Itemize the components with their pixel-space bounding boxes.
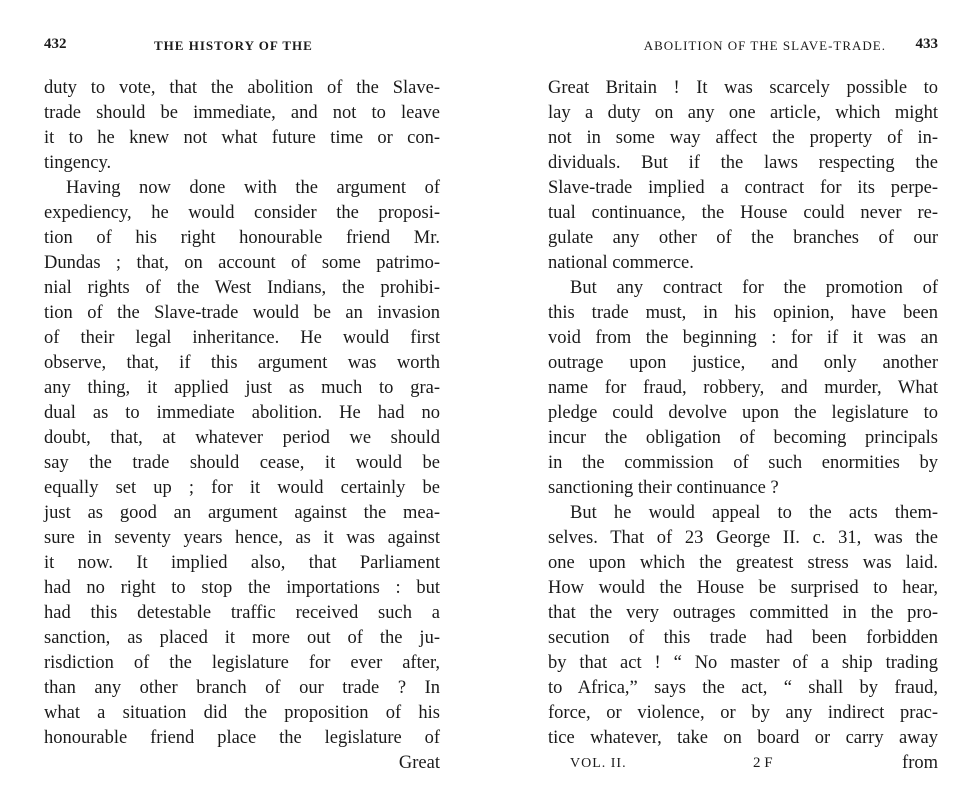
text-line: outrage upon justice, and only another xyxy=(548,353,938,373)
text-line: tingency. xyxy=(44,153,112,173)
signature-mark: 2 F xyxy=(753,755,773,771)
text-line: not in some way affect the property of in- xyxy=(548,128,938,148)
text-line: incur the obligation of becoming principals xyxy=(548,428,938,448)
text-line: just as good an argument against the mea- xyxy=(44,503,440,523)
text-line: sure in seventy years hence, as it was against xyxy=(44,528,440,548)
text-line: Having now done with the argument of xyxy=(66,178,440,198)
text-line: that the very outrages committed in the pro- xyxy=(548,603,938,623)
text-line: had no right to stop the importations : but xyxy=(44,578,440,598)
text-line: nial rights of the West Indians, the prohibi- xyxy=(44,278,440,298)
text-line: than any other branch of our trade ? In xyxy=(44,678,440,698)
text-line: dual as to immediate abolition. He had no xyxy=(44,403,440,423)
text-line: void from the beginning : for if it was an xyxy=(548,328,938,348)
text-line: secution of this trade had been forbidden xyxy=(548,628,938,648)
text-line: sanction, as placed it more out of the ju- xyxy=(44,628,440,648)
text-line: risdiction of the legislature for ever after, xyxy=(44,653,440,673)
text-line: But any contract for the promotion of xyxy=(570,278,938,298)
text-line: Great Britain ! It was scarcely possible to xyxy=(548,78,938,98)
text-line: force, or violence, or by any indirect prac- xyxy=(548,703,938,723)
right-page-text xyxy=(548,76,938,776)
left-page-text xyxy=(44,76,440,776)
text-line: lay a duty on any one article, which might xyxy=(548,103,938,123)
volume-label: VOL. II. xyxy=(570,756,627,771)
text-line: one upon which the greatest stress was laid. xyxy=(548,553,938,573)
text-line: say the trade should cease, it would be xyxy=(44,453,440,473)
text-line: equally set up ; for it would certainly be xyxy=(44,478,440,498)
text-line: dividuals. But if the laws respecting the xyxy=(548,153,938,173)
text-line: But he would appeal to the acts them- xyxy=(570,503,938,523)
right-running-head: ABOLITION OF THE SLAVE-TRADE. xyxy=(643,38,886,53)
text-line: tion of his right honourable friend Mr. xyxy=(44,228,440,248)
left-running-head: THE HISTORY OF THE xyxy=(154,38,313,53)
text-line: How would the House be surprised to hear, xyxy=(548,578,938,598)
text-line: expediency, he would consider the proposi- xyxy=(44,203,440,223)
text-line: doubt, that, at whatever period we should xyxy=(44,428,440,448)
text-line: by that act ! “ No master of a ship trading xyxy=(548,653,938,673)
text-line: what a situation did the proposition of his xyxy=(44,703,440,723)
text-line: to Africa,” says the act, “ shall by fraud, xyxy=(548,678,938,698)
left-page-number: 432 xyxy=(44,36,67,52)
left-page-header xyxy=(44,36,440,58)
text-line: duty to vote, that the abolition of the Slave- xyxy=(44,78,440,98)
left-page xyxy=(44,0,440,811)
text-line: had this detestable traffic received such a xyxy=(44,603,440,623)
text-line: tion of the Slave-trade would be an invasion xyxy=(44,303,440,323)
catchword: from xyxy=(902,753,938,773)
text-line: of their legal inheritance. He would first xyxy=(44,328,440,348)
text-line: gulate any other of the branches of our xyxy=(548,228,938,248)
text-line: trade should be immediate, and not to leave xyxy=(44,103,440,123)
text-line: this trade must, in his opinion, have been xyxy=(548,303,938,323)
text-line: sanctioning their continuance ? xyxy=(548,478,779,498)
text-line: in the commission of such enormities by xyxy=(548,453,938,473)
right-page-header xyxy=(548,36,938,58)
text-line: it now. It implied also, that Parliament xyxy=(44,553,440,573)
text-line: selves. That of 23 George II. c. 31, was the xyxy=(548,528,938,548)
text-line: Slave-trade implied a contract for its perpe- xyxy=(548,178,938,198)
text-line: name for fraud, robbery, and murder, What xyxy=(548,378,938,398)
text-line: honourable friend place the legislature of xyxy=(44,728,440,748)
text-line: it to he knew not what future time or con- xyxy=(44,128,440,148)
text-line: tice whatever, take on board or carry away xyxy=(548,728,938,748)
text-line: Dundas ; that, on account of some patrimo- xyxy=(44,253,440,273)
text-line: observe, that, if this argument was worth xyxy=(44,353,440,373)
catchword: Great xyxy=(398,753,440,773)
text-line: any thing, it applied just as much to gra- xyxy=(44,378,440,398)
text-line: tual continuance, the House could never re- xyxy=(548,203,938,223)
text-line: pledge could devolve upon the legislature to xyxy=(548,403,938,423)
right-page-number: 433 xyxy=(915,36,938,52)
right-page-footer xyxy=(548,751,938,776)
right-page xyxy=(548,0,938,811)
text-line: national commerce. xyxy=(548,253,694,273)
